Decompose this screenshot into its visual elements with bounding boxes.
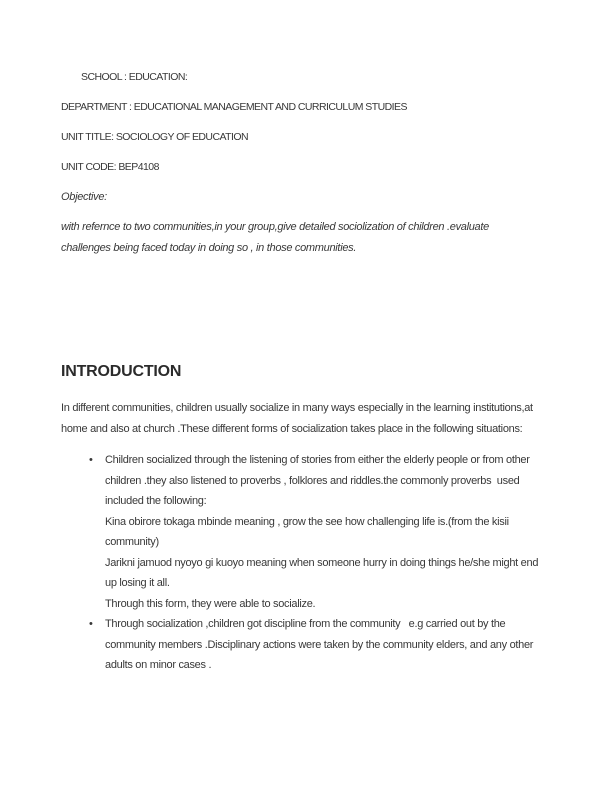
text-line: adults on minor cases . [105, 659, 212, 671]
list-item-text [105, 450, 572, 614]
text-line: Through this form, they were able to socialize. [105, 597, 316, 610]
header-line: UNIT CODE: BEP4108 [61, 161, 159, 173]
header-line: Objective: [61, 191, 107, 203]
text-line: up losing it all. [105, 577, 170, 589]
introduction-heading: INTRODUCTION [61, 363, 182, 380]
list-item-text [105, 614, 572, 676]
text-line: children .they also listened to proverbs , folklores and riddles.the commonly proverbs used [105, 474, 520, 487]
objective-paragraph [61, 217, 572, 258]
text-line: challenges being faced today in doing so , in those communities. [61, 241, 357, 254]
text-line: included the following: [105, 495, 207, 507]
text-line: Through socialization ,children got discipline from the community e.g carried out by the [105, 618, 506, 630]
text-line: Kina obirore tokaga mbinde meaning , grow the see how challenging life is.(from the kisii [105, 515, 509, 528]
document-header [61, 67, 572, 217]
text-line: Children socialized through the listening of stories from either the elderly people or from other [105, 454, 530, 466]
text-line: Jarikni jamuod nyoyo gi kuoyo meaning when someone hurry in doing things he/she might end [105, 556, 539, 569]
text-line: community) [105, 536, 159, 548]
header-line: UNIT TITLE: SOCIOLOGY OF EDUCATION [61, 131, 249, 143]
header-line: SCHOOL : EDUCATION: [81, 71, 188, 83]
header-line: DEPARTMENT : EDUCATIONAL MANAGEMENT AND CURRICULUM STUDIES [61, 101, 407, 113]
bullet-icon: • [89, 454, 93, 466]
list-item [61, 614, 572, 676]
text-line: In different communities, children usually socialize in many ways especially in the learning institutions,at [61, 402, 533, 414]
bullet-icon: • [89, 618, 93, 630]
bullet-list [61, 450, 572, 676]
text-line: community members .Disciplinary actions were taken by the community elders, and any other [105, 638, 534, 651]
introduction-paragraph [61, 398, 572, 439]
text-line: with refernce to two communities,in your group,give detailed sociolization of children .evaluate [61, 221, 489, 233]
list-item [61, 450, 572, 614]
text-line: home and also at church .These different forms of socialization takes place in the following situations: [61, 422, 523, 435]
